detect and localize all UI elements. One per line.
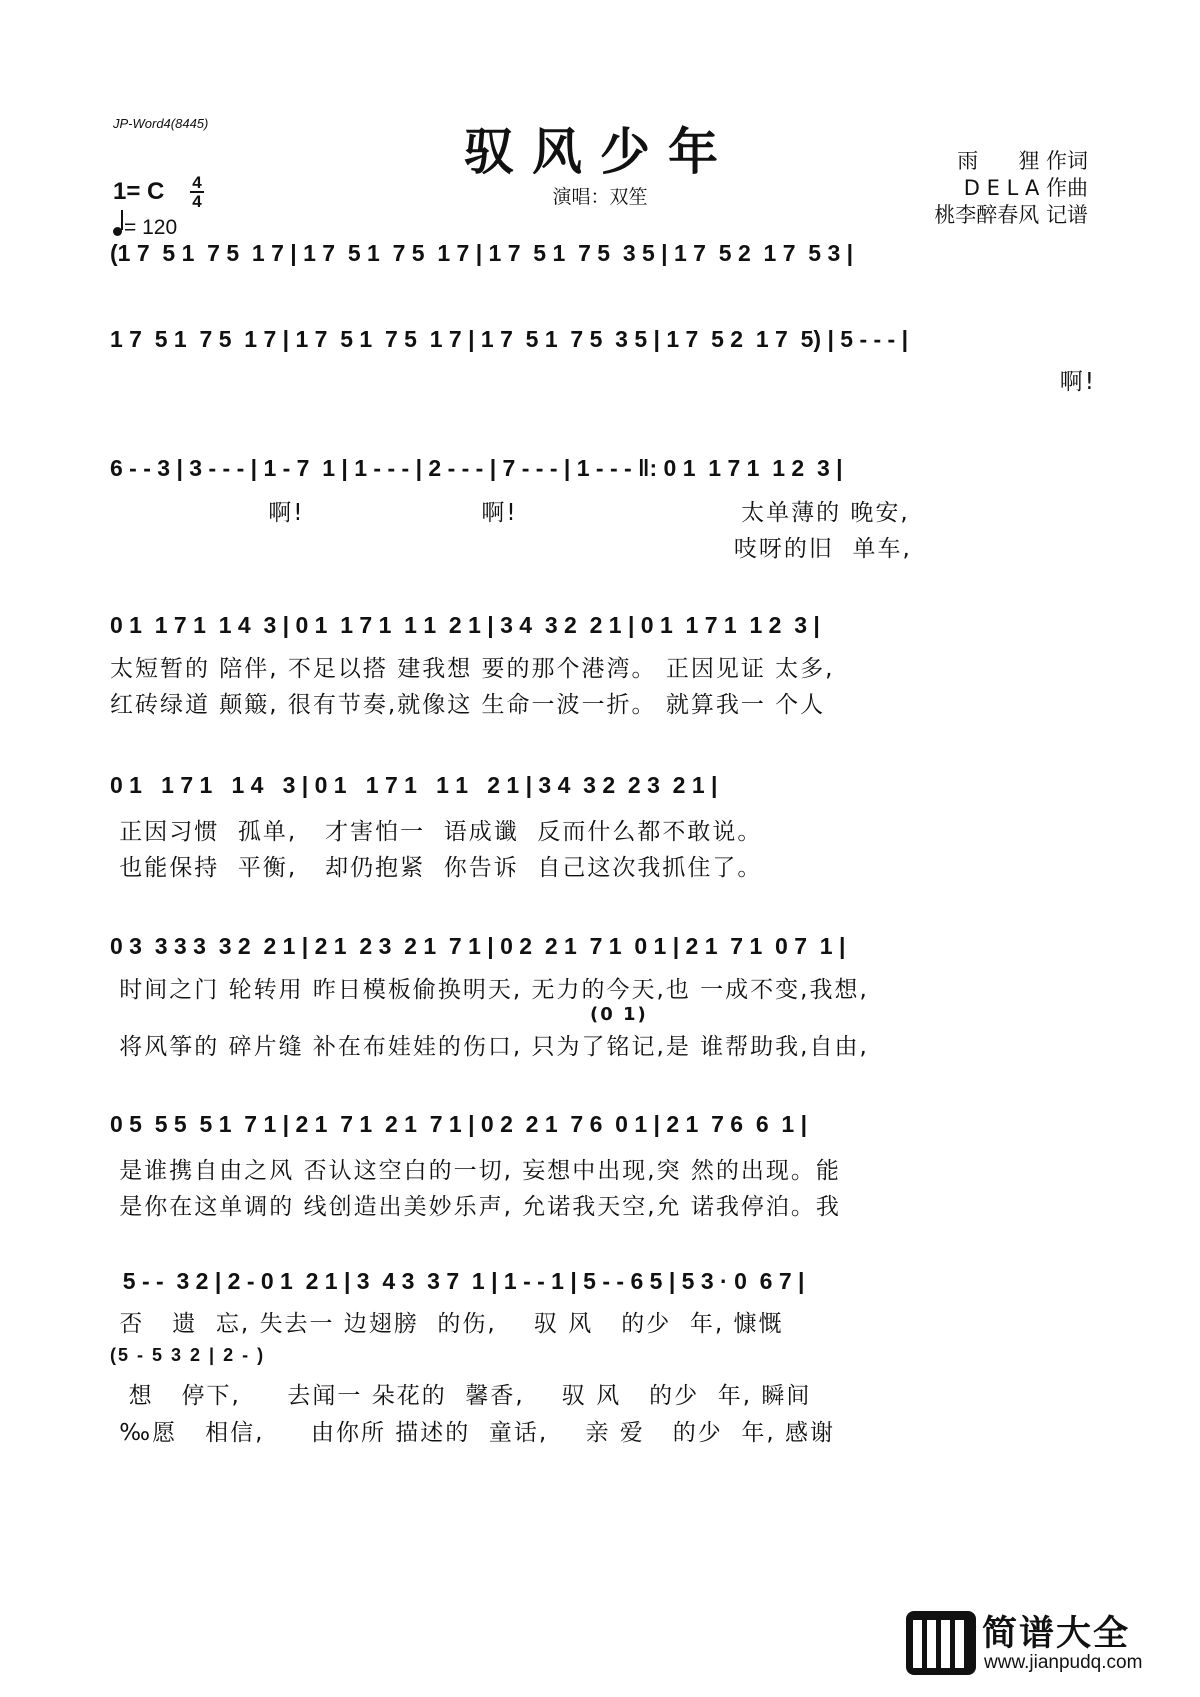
notes: 0 1 1 7 1 1 4 3 | 0 1 1 7 1 1 1 2 1 | 3 4 3 2 2 3 2 1 | bbox=[110, 772, 718, 798]
alternate-notes: (0 1) bbox=[590, 1004, 648, 1025]
staff-row-7 bbox=[110, 1111, 1102, 1151]
quarter-note-icon bbox=[113, 227, 122, 236]
notes: 0 3 3 3 3 3 2 2 1 | 2 1 2 3 2 1 7 1 | 0 2 2 1 7 1 0 1 | 2 1 7 1 0 7 1 | bbox=[110, 933, 846, 959]
notes: 6 - - 3 | 3 - - - | 1 - 7 1 | 1 - - - | 2 - - - | 7 - - - | 1 - - - ‖: 0 1 1 7 1 1 2 3 | bbox=[110, 455, 843, 481]
notes: 0 5 5 5 5 1 7 1 | 2 1 7 1 2 1 7 1 | 0 2 2 1 7 6 0 1 | 2 1 7 6 6 1 | bbox=[110, 1111, 808, 1137]
staff-row-4 bbox=[110, 612, 1102, 652]
notes: 0 1 1 7 1 1 4 3 | 0 1 1 7 1 1 1 2 1 | 3 4 3 2 2 1 | 0 1 1 7 1 1 2 3 | bbox=[110, 612, 820, 638]
alternate-notes: (5 - 5 3 2 | 2 - ) bbox=[110, 1345, 266, 1365]
software-label: JP-Word4(8445) bbox=[113, 116, 209, 131]
credits bbox=[934, 148, 1088, 229]
time-signature bbox=[190, 174, 204, 210]
time-bottom: 4 bbox=[192, 192, 202, 211]
singer-credit: 演唱：双笙 bbox=[552, 186, 648, 208]
staff-row-3 bbox=[110, 455, 1102, 495]
tempo-value: = 120 bbox=[124, 216, 178, 239]
song-title: 驭风少年 bbox=[464, 123, 736, 181]
key-signature: 1= C bbox=[113, 178, 165, 205]
lyric-line: 否 遗 忘, 失去一 边翅膀 的伤, 驭 风 的少 年, 慷慨 bbox=[110, 1311, 784, 1337]
tempo-marking bbox=[113, 216, 177, 240]
staff-row-2 bbox=[110, 326, 1102, 366]
transcriber-credit: 桃李醉春风 记谱 bbox=[934, 203, 1088, 227]
lyric-line: 想 停下, 去闻一 朵花的 馨香, 驭 风 的少 年, 瞬间 bbox=[110, 1383, 812, 1409]
lyric-line: 红砖绿道 颠簸, 很有节奏,就像这 生命一波一折。 就算我一 个人 bbox=[110, 692, 826, 718]
lyric-line: 也能保持 平衡, 却仍抱紧 你告诉 自己这次我抓住了。 bbox=[110, 855, 763, 881]
lyric-line: 啊! 啊! 太单薄的 晚安, bbox=[110, 500, 910, 526]
notes: 5 - - 3 2 | 2 - 0 1 2 1 | 3 4 3 3 7 1 | 1 - - 1 | 5 - - 6 5 | 5 3 · 0 6 7 | bbox=[110, 1268, 805, 1294]
lyric-line: 是你在这单调的 线创造出美妙乐声, 允诺我天空,允 诺我停泊。我 bbox=[110, 1194, 841, 1220]
staff-row-8 bbox=[110, 1268, 1102, 1308]
staff-row-5 bbox=[110, 772, 1102, 812]
lyric-line: 正因习惯 孤单, 才害怕一 语成谶 反而什么都不敢说。 bbox=[110, 819, 763, 845]
notes: (1 7 5 1 7 5 1 7 | 1 7 5 1 7 5 1 7 | 1 7 5 1 7 5 3 5 | 1 7 5 2 1 7 5 3 | bbox=[110, 240, 854, 266]
lyricist-credit: 雨 狸 作词 bbox=[957, 149, 1088, 173]
lyric-line: 时间之门 轮转用 昨日模板偷换明天, 无力的今天,也 一成不变,我想, bbox=[110, 977, 869, 1003]
piano-keys-icon bbox=[905, 1610, 977, 1676]
staff-row-1 bbox=[110, 240, 1102, 280]
site-url: www.jianpudq.com bbox=[984, 1652, 1143, 1673]
lyric-line: 啊! bbox=[110, 369, 1096, 395]
lyric-line: 太短暂的 陪伴, 不足以搭 建我想 要的那个港湾。 正因见证 太多, bbox=[110, 656, 835, 682]
lyric-line: 吱呀的旧 单车, bbox=[110, 536, 912, 562]
composer-credit: D E L A 作曲 bbox=[963, 176, 1088, 200]
lyric-line: 将风筝的 碎片缝 补在布娃娃的伤口, 只为了铭记,是 谁帮助我,自由, bbox=[110, 1034, 869, 1060]
staff-row-6 bbox=[110, 933, 1102, 973]
time-top: 4 bbox=[192, 173, 202, 192]
site-logo-text: 简谱大全 bbox=[982, 1614, 1131, 1654]
lyric-line: 是谁携自由之风 否认这空白的一切, 妄想中出现,突 然的出现。能 bbox=[110, 1158, 841, 1184]
lyric-line: ‰愿 相信, 由你所 描述的 童话, 亲 爱 的少 年, 感谢 bbox=[110, 1420, 835, 1446]
notes: 1 7 5 1 7 5 1 7 | 1 7 5 1 7 5 1 7 | 1 7 5 1 7 5 3 5 | 1 7 5 2 1 7 5) | 5 - - - | bbox=[110, 326, 909, 352]
